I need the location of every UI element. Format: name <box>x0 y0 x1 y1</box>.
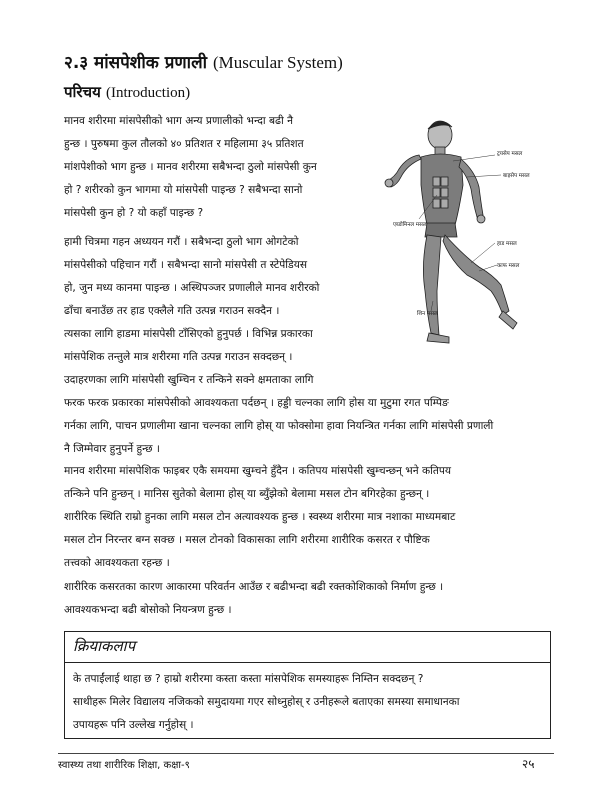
figure-label-triceps: ट्रयसेप मसल <box>497 151 523 157</box>
introduction-heading <box>64 82 190 102</box>
paragraph-line: हुन्छ । पुरुषमा कुल तौलको ४० प्रतिशत र महिलामा ३५ प्रतिशत <box>64 138 304 150</box>
paragraph-line: हो ? शरीरको कुन भागमा यो मांसपेसी पाइन्छ ? सबैभन्दा सानो <box>64 184 303 196</box>
paragraph-2-continued <box>64 392 551 461</box>
figure-label-shin: शिन मसल <box>417 311 438 317</box>
paragraph-line: मसल टोन निरन्तर बग्न सक्छ । मसल टोनको विकासका लागि शरीरमा शारीरिक कसरत र पौष्टिक <box>64 534 430 546</box>
paragraph-line: उदाहरणका लागि मांसपेसी खुम्चिन र तन्किने सक्ने क्षमताका लागि <box>64 374 314 386</box>
introduction-heading-english: (Introduction) <box>106 85 191 101</box>
activity-line: साथीहरू मिलेर विद्यालय नजिकको समुदायमा गएर सोध्नुहोस् र उनीहरूले बताएका समस्या समाधानका <box>73 696 460 708</box>
paragraph-line: आवश्यकभन्दा बढी बोसोको नियन्त्रण हुन्छ । <box>64 604 232 616</box>
paragraph-line: शारीरिक कसरतका कारण आकारमा परिवर्तन आउँछ र बढीभन्दा बढी रक्तकोशिकाको निर्माण हुन्छ । <box>64 581 444 593</box>
footer-book-title: स्वास्थ्य तथा शारीरिक शिक्षा, कक्षा-९ <box>58 760 190 771</box>
figure-label-biceps: बाइसेप मसल <box>503 173 530 179</box>
paragraph-1 <box>64 110 379 225</box>
paragraph-line: मांशपेशीको भाग हुन्छ । मानव शरीरमा सबैभन्दा ठुलो मांसपेसी कुन <box>64 161 317 173</box>
paragraph-line: फरक फरक प्रकारका मांसपेसीको आवश्यकता पर्दछन् । हड्डी चल्नका लागि होस या मुटुमा रगत पम्पिङ <box>64 397 449 409</box>
paragraph-line: मानव शरीरमा मांसपेशिक फाइबर एकै समयमा खुम्चने हुँदैन । कतिपय मांसपेसी खुम्चन्छन् भने कतिपय <box>64 465 452 477</box>
paragraph-4 <box>64 576 551 622</box>
paragraph-line: तत्त्वको आवश्यकता रहन्छ । <box>64 557 170 569</box>
figure-label-abdominal: एब्डोमिनल मसल <box>393 222 427 228</box>
section-heading <box>64 50 343 73</box>
paragraph-line: त्यसका लागि हाडमा मांसपेसी टाँसिएको हुनुपर्छ । विभिन्न प्रकारका <box>64 328 313 340</box>
paragraph-line: हामी चित्रमा गहन अध्ययन गरौं । सबैभन्दा ठुलो भाग ओगटेको <box>64 236 299 248</box>
running-figure-illustration <box>383 115 533 355</box>
section-heading-nepali: २.३ मांसपेशीक प्रणाली <box>64 53 208 73</box>
activity-title: क्रियाकलाप <box>73 637 136 655</box>
activity-line: के तपाईंलाई थाहा छ ? हाम्रो शरीरमा कस्ता कस्ता मांसपेशिक समस्याहरू निम्तिन सक्दछन् ? <box>73 673 424 685</box>
paragraph-line: मानव शरीरमा मांसपेसीको भाग अन्य प्रणालीको भन्दा बढी नै <box>64 115 294 127</box>
activity-line: उपायहरू पनि उल्लेख गर्नुहोस् । <box>73 719 194 731</box>
paragraph-line: गर्नका लागि, पाचन प्रणालीमा खाना चल्नका लागि होस् या फोक्सोमा हावा नियन्त्रित गर्नका लागि मांसपेसी प्रणाली <box>64 420 494 432</box>
section-heading-english: (Muscular System) <box>212 53 343 72</box>
activity-divider <box>65 662 550 663</box>
activity-text <box>73 668 543 737</box>
paragraph-3 <box>64 460 551 575</box>
paragraph-2 <box>64 231 379 392</box>
page-number: २५ <box>522 757 535 771</box>
figure-label-calf: काफ मसल <box>497 263 520 269</box>
muscular-system-figure <box>383 115 533 355</box>
paragraph-line: मांसपेसी कुन हो ? यो कहाँ पाइन्छ ? <box>64 207 204 219</box>
paragraph-line: मांसपेशिक तन्तुले मात्र शरीरमा गति उत्पन्न गराउन सक्दछन् । <box>64 351 293 363</box>
paragraph-line: नै जिम्मेवार हुनुपर्ने हुन्छ । <box>64 443 160 455</box>
paragraph-line: हो, जुन मध्य कानमा पाइन्छ । अस्थिपञ्जर प्रणालीले मानव शरीरको <box>64 282 320 294</box>
footer-divider <box>58 753 554 754</box>
paragraph-line: ढाँचा बनाउँछ तर हाड एक्लैले गति उत्पन्न गराउन सक्दैन । <box>64 305 280 317</box>
paragraph-line: शारीरिक स्थिति राम्रो हुनका लागि मसल टोन अत्यावश्यक हुन्छ । स्वस्थ्य शरीरमा मात्र नशाका माध्यमबाट <box>64 511 456 523</box>
figure-label-bone-muscle: हाड मसल <box>497 241 517 247</box>
activity-box <box>64 631 551 739</box>
paragraph-line: तन्किने पनि हुन्छन् । मानिस सुतेको बेलामा होस् या ब्युँझेको बेलामा मसल टोन बगिरहेका हुन्छन् । <box>64 488 430 500</box>
paragraph-line: मांसपेसीको पहिचान गरौं । सबैभन्दा सानो मांसपेसी त स्टेपेडियस <box>64 259 307 271</box>
introduction-heading-nepali: परिचय <box>64 83 101 101</box>
